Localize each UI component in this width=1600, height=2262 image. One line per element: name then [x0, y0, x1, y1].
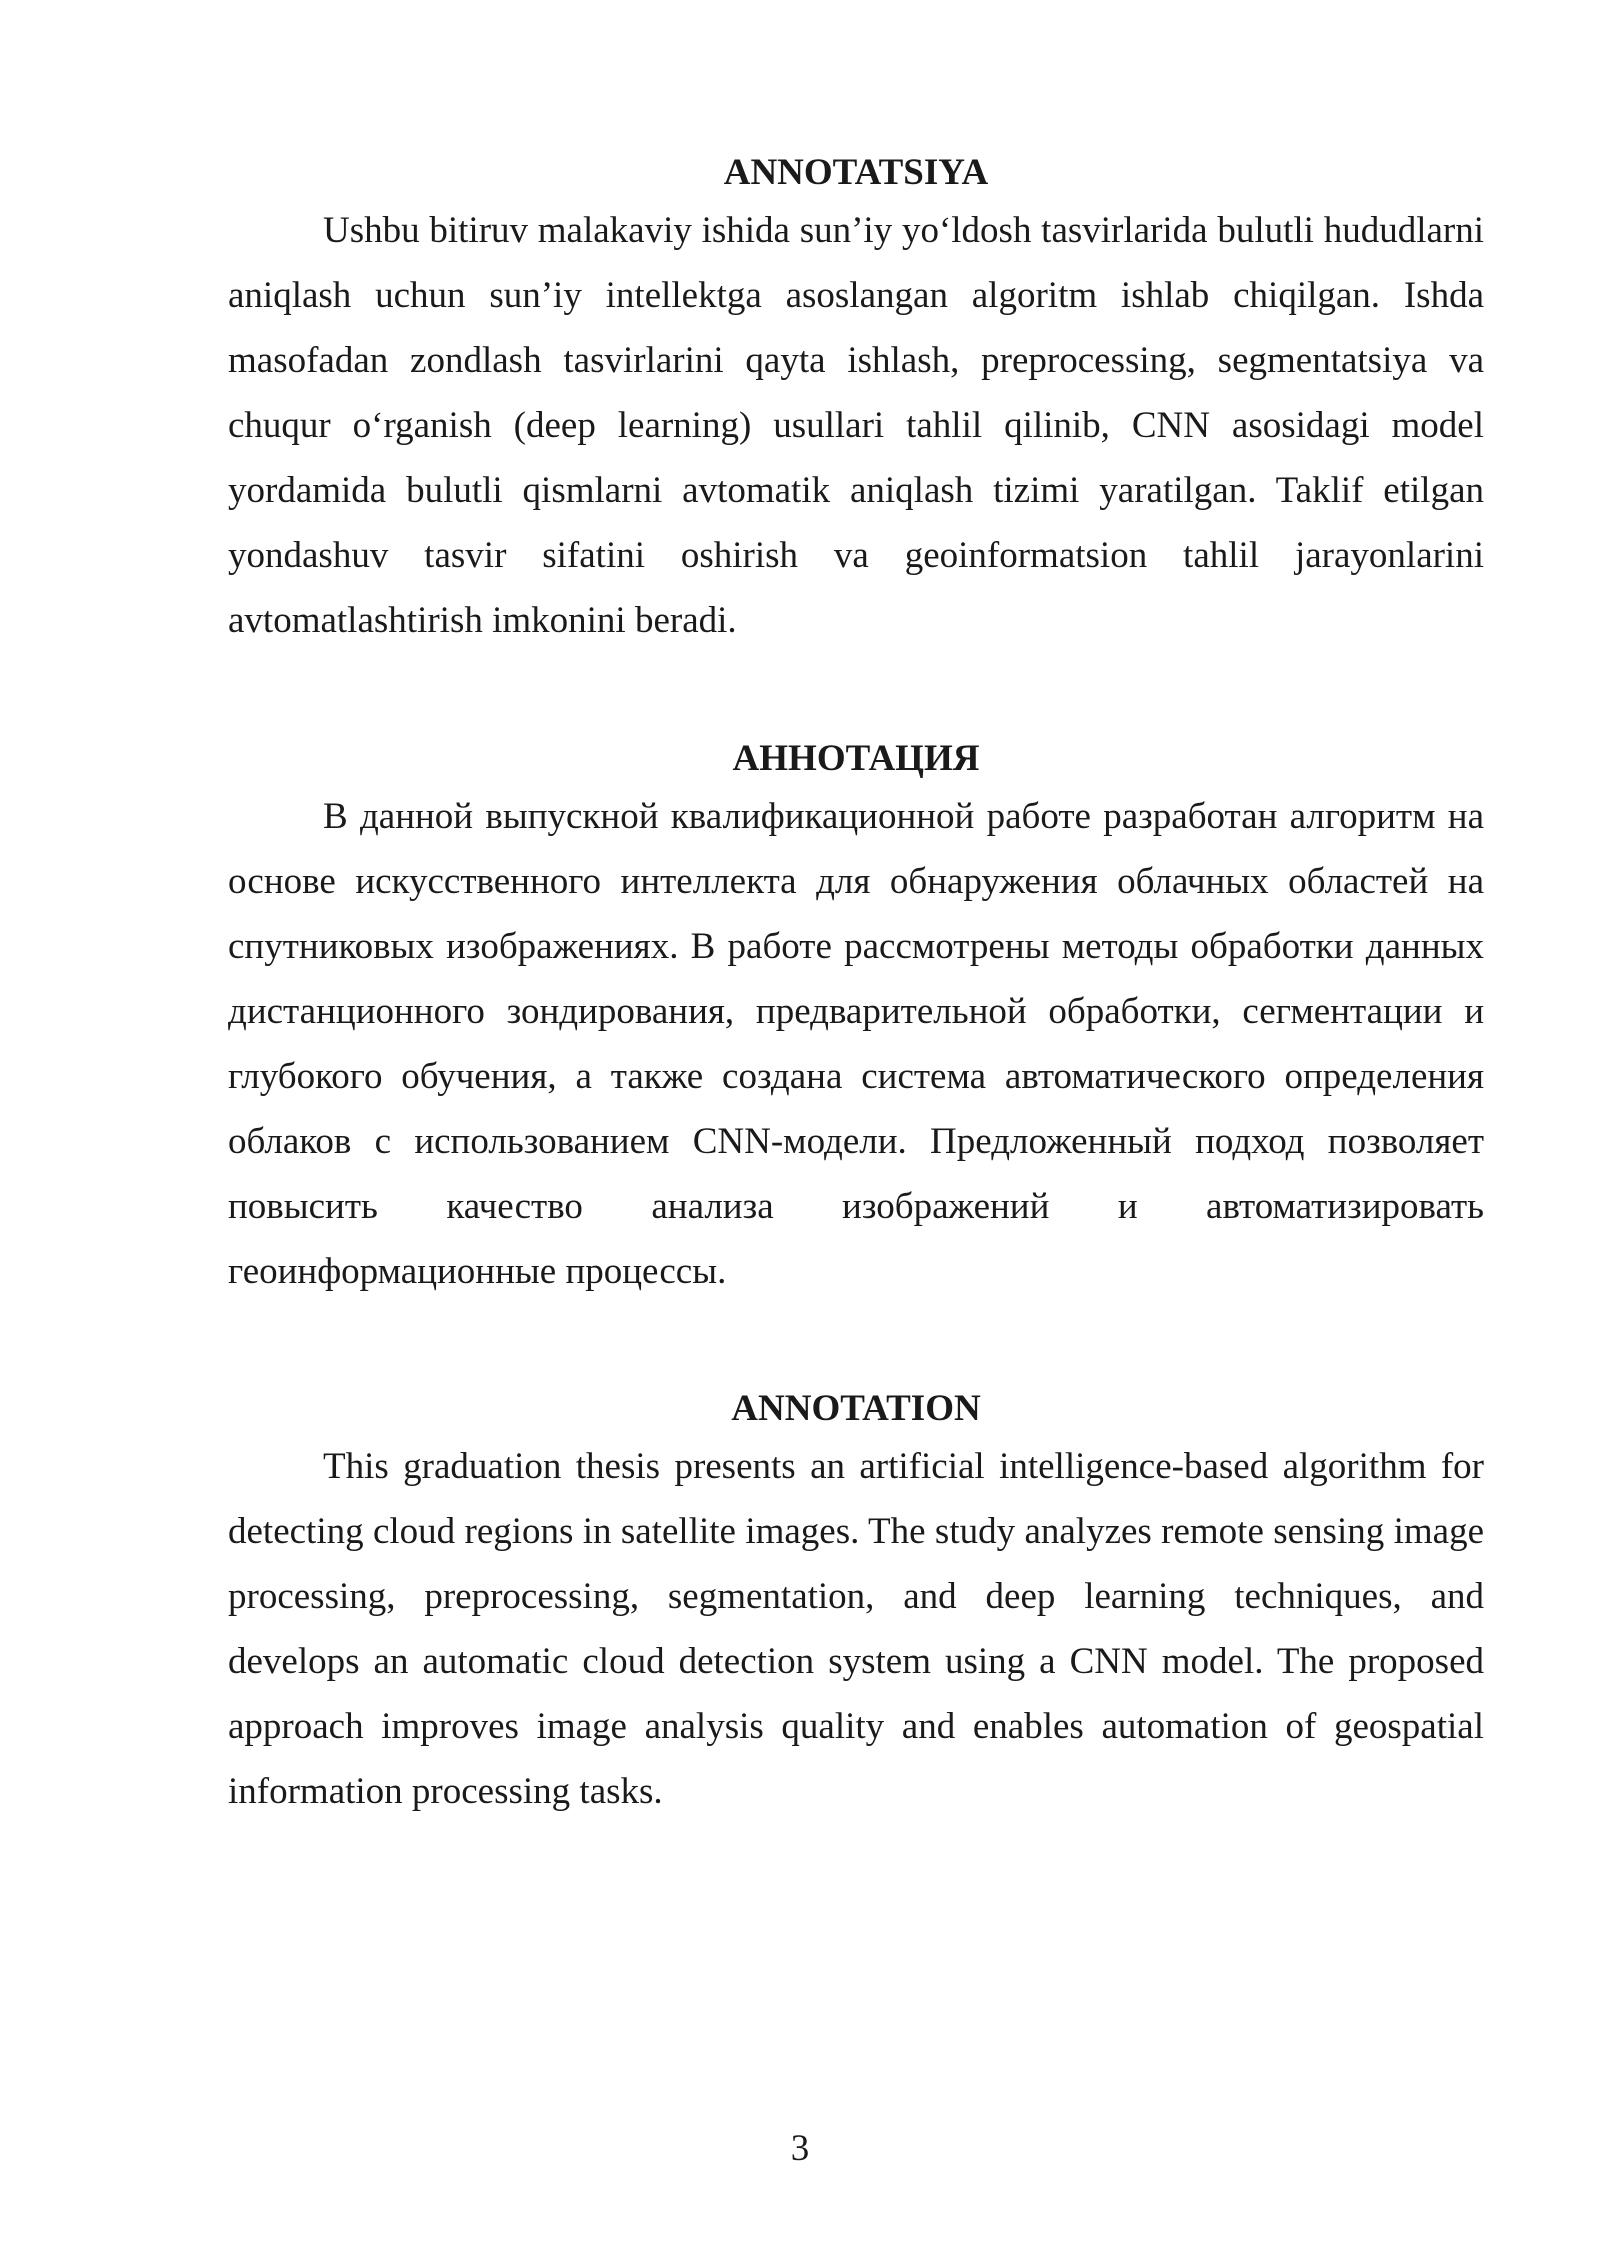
annotation-russian-section: [228, 734, 1484, 1304]
page-number: 3: [790, 2128, 810, 2169]
annotation-russian-title: АННОТАЦИЯ: [732, 738, 980, 779]
annotation-english-body: This graduation thesis presents an artificial intelligence-based algorithm for detecting cloud regions in satellite images. The study analyzes remote sensing image processing, preprocessing, segmentation, and deep learning techniques, and develops an automatic cloud detection system using a CNN model. The proposed approach improves image analysis quality and enables automation of geospatial information processing tasks.: [228, 1446, 1484, 1812]
annotation-english-section: [228, 1384, 1484, 1824]
annotation-english-title: ANNOTATION: [731, 1388, 981, 1429]
annotation-russian-body: В данной выпускной квалификационной работе разработан алгоритм на основе искусственного интеллекта для обнаружения облачных областей на спутниковых изображениях. В работе рассмотрены методы обработки данных дистанционного зондирования, предварительной обработки, сегментации и глубокого обучения, а также создана система автоматического определения облаков с использованием CNN-модели. Предложенный подход позволяет повысить качество анализа изображений и автоматизировать геоинформационные процессы.: [228, 796, 1484, 1292]
annotation-uzbek-title: ANNOTATSIYA: [723, 152, 989, 193]
annotation-uzbek-section: [228, 148, 1484, 653]
annotation-uzbek-body: Ushbu bitiruv malakaviy ishida sun’iy yo‘ldosh tasvirlarida bulutli hududlarni aniqlash uchun sun’iy intellektga asoslangan algoritm ishlab chiqilgan. Ishda masofadan zondlash tasvirlarini qayta ishlash, preprocessing, segmentatsiya va chuqur o‘rganish (deep learning) usullari tahlil qilinib, CNN asosidagi model yordamida bulutli qismlarni avtomatik aniqlash tizimi yaratilgan. Taklif etilgan yondashuv tasvir sifatini oshirish va geoinformatsion tahlil jarayonlarini avtomatlashtirish imkonini beradi.: [228, 210, 1484, 641]
